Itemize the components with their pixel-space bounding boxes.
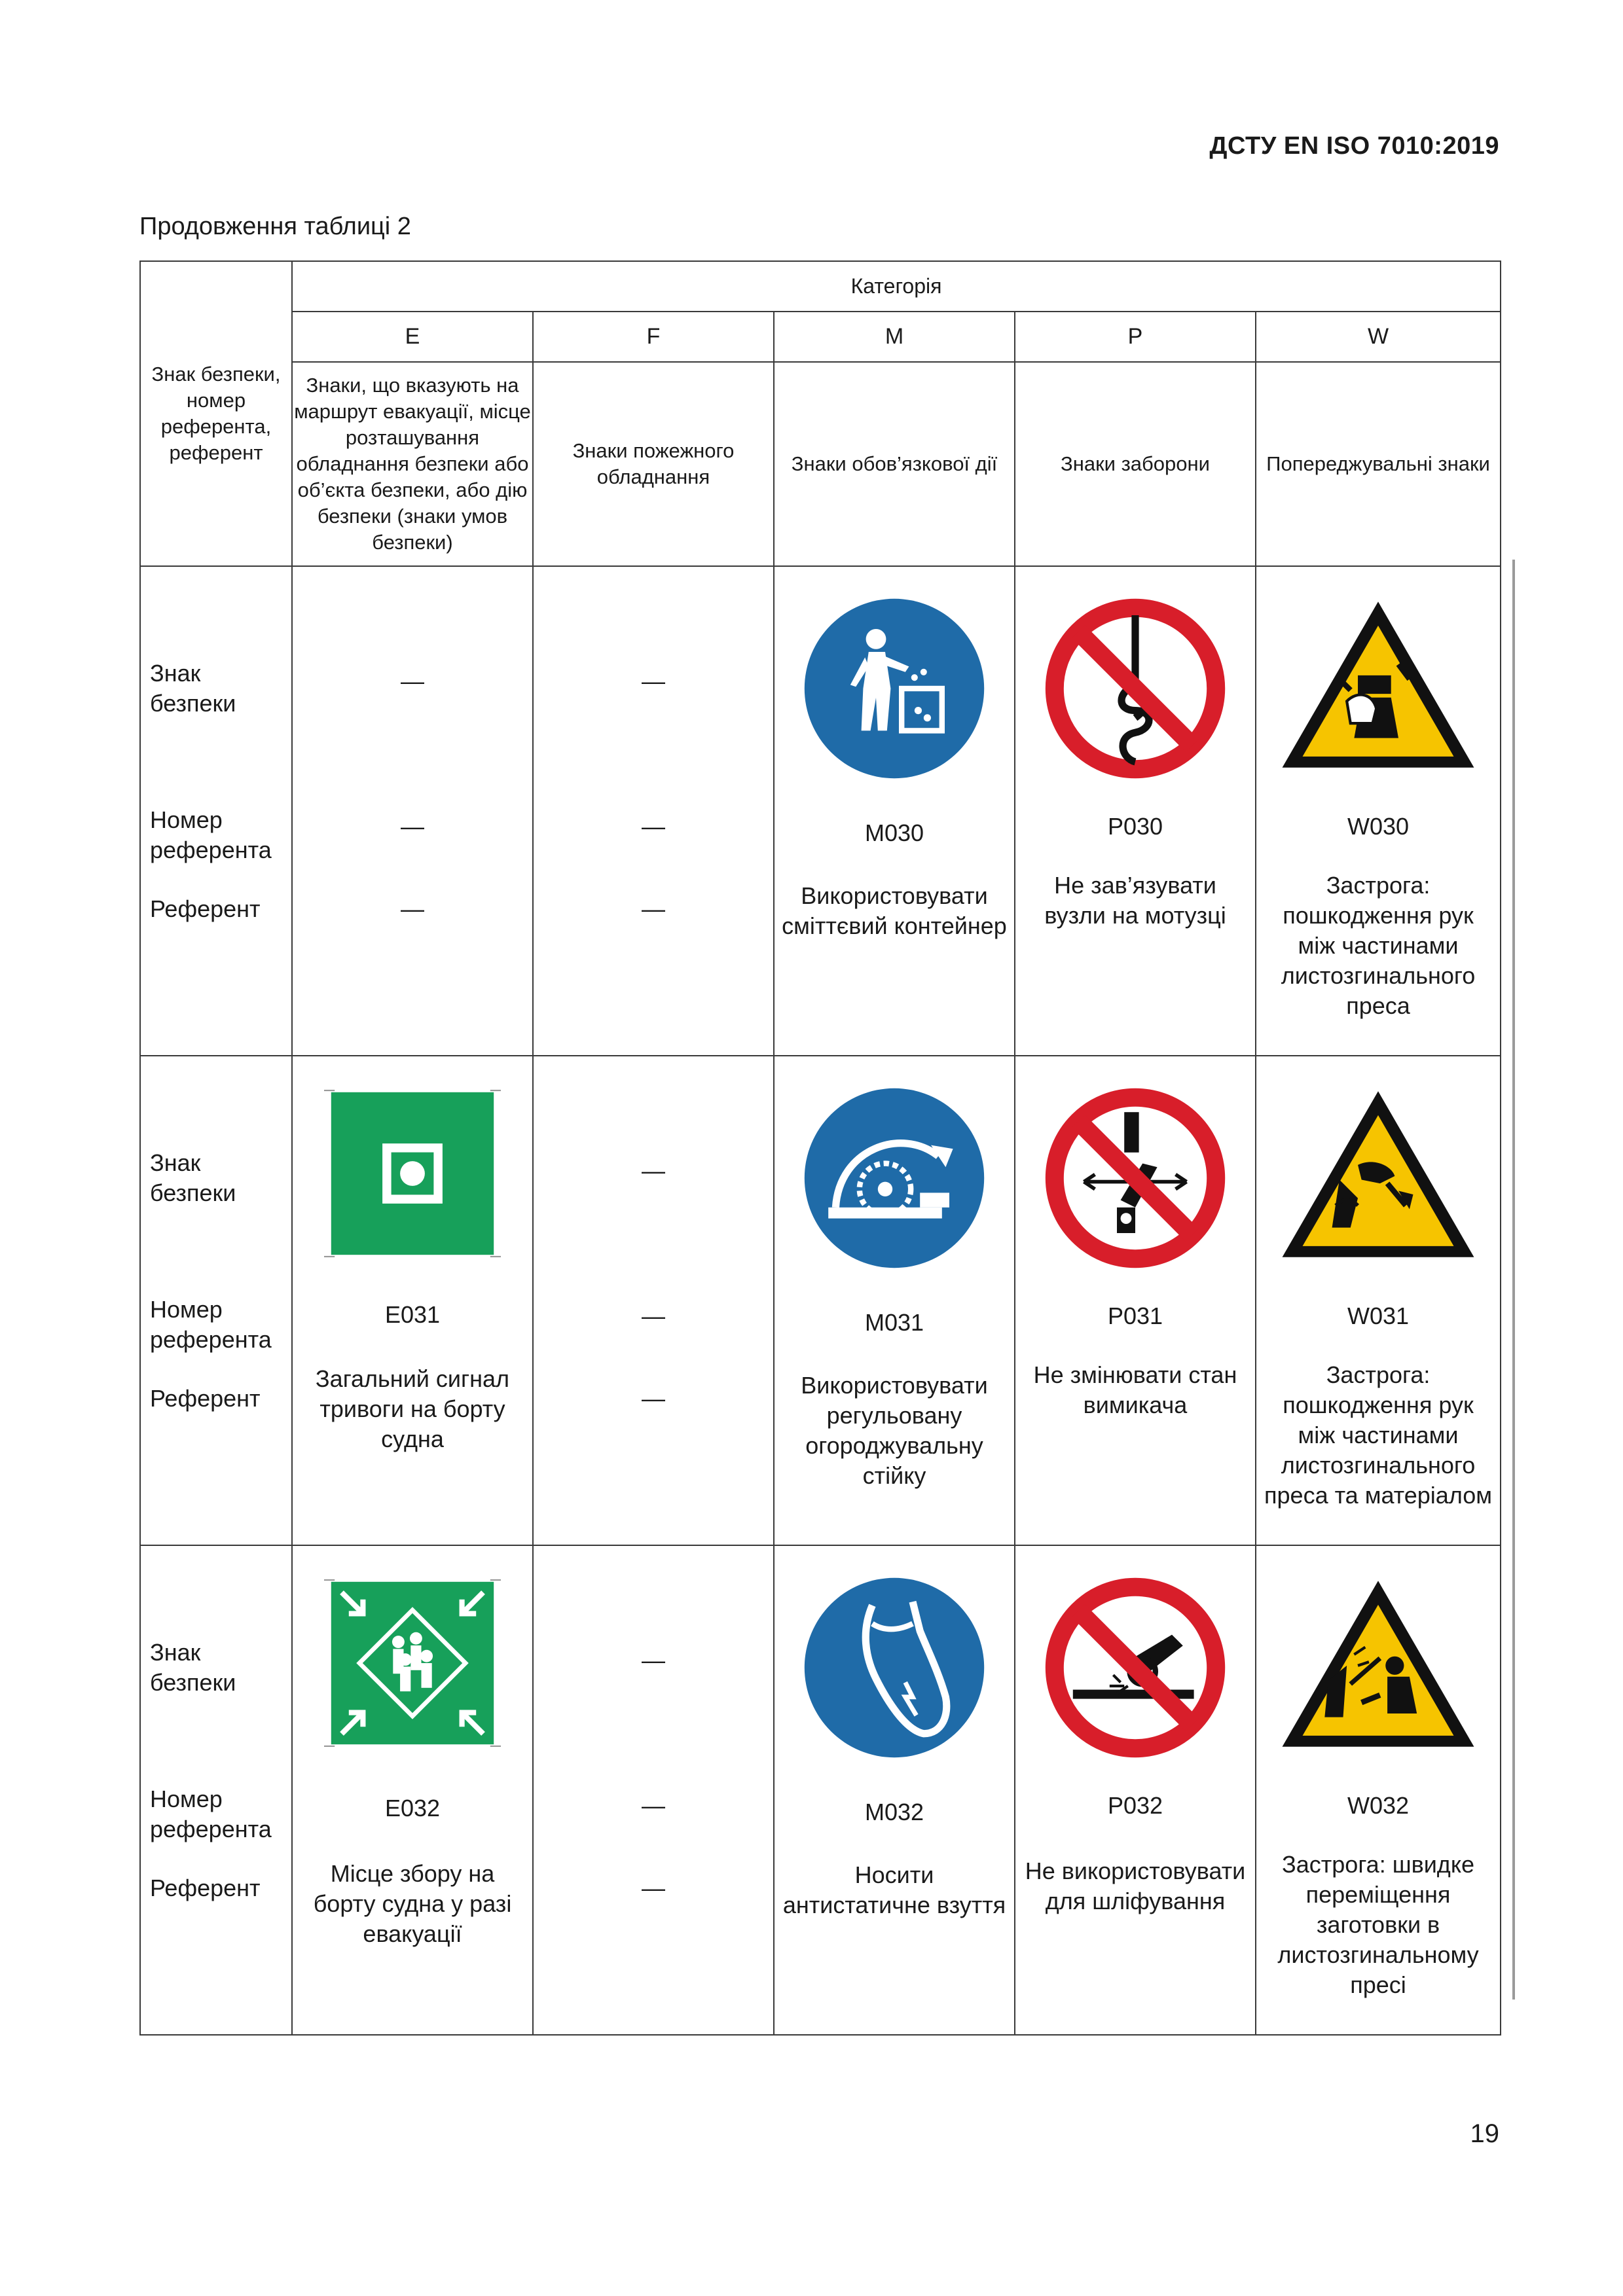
- category-code-m: M: [774, 312, 1015, 362]
- referent-title: Застрога: пошкодження рук між частинами листозгинального преса: [1281, 872, 1476, 1019]
- category-desc-m: Знаки обов’язкової дії: [774, 362, 1015, 566]
- category-desc-p: Знаки заборони: [1015, 362, 1256, 566]
- label-number: Номер референта: [150, 1785, 272, 1842]
- dash: —: [642, 1157, 665, 1184]
- category-header: Категорія: [292, 261, 1501, 312]
- referent-number: M032: [864, 1799, 924, 1825]
- dash: —: [401, 895, 424, 922]
- table-caption: Продовження таблиці 2: [139, 213, 411, 240]
- referent-title: Носити антистатичне взуття: [782, 1861, 1006, 1918]
- table-row: [140, 1056, 1501, 1545]
- label-sign: Знак безпеки: [150, 660, 236, 717]
- referent-title: Не використовувати для шліфування: [1025, 1857, 1246, 1914]
- revision-bar: [1512, 560, 1515, 2000]
- label-sign: Знак безпеки: [150, 1149, 236, 1206]
- label-number: Номер референта: [150, 806, 272, 863]
- warning-press-brake-material-icon: [1277, 1084, 1480, 1265]
- dash: —: [642, 895, 665, 922]
- page-number: 19: [1470, 2119, 1499, 2148]
- do-not-alter-switch-state-icon: [1044, 1086, 1227, 1270]
- row-labels: [140, 1545, 292, 2035]
- label-number: Номер референта: [150, 1296, 272, 1353]
- cell-w: [1256, 1056, 1501, 1545]
- general-alarm-on-ship-icon: [324, 1085, 501, 1262]
- referent-number: W030: [1347, 813, 1410, 840]
- mandatory-use-litter-bin-icon: [803, 597, 986, 780]
- cell-m: [774, 1056, 1015, 1545]
- referent-title: Застрога: швидке переміщення заготовки в листозгинальному пресі: [1277, 1851, 1479, 1998]
- warning-press-brake-hands-icon: [1277, 594, 1480, 775]
- dash: —: [642, 813, 665, 840]
- category-code-p: P: [1015, 312, 1256, 362]
- referent-number: W032: [1347, 1792, 1410, 1819]
- referent-title: Використовувати сміттєвий контейнер: [782, 882, 1007, 939]
- referent-number: P032: [1107, 1792, 1163, 1819]
- cell-w: [1256, 1545, 1501, 2035]
- cell-f: [533, 1545, 774, 2035]
- table-row: [140, 1545, 1501, 2035]
- referent-number: P031: [1107, 1302, 1163, 1329]
- dash: —: [642, 1385, 665, 1412]
- warning-rapid-workpiece-movement-icon: [1277, 1573, 1480, 1754]
- referent-title: Застрога: пошкодження рук між частинами листозгинального преса та матеріалом: [1264, 1361, 1493, 1509]
- referent-number: W031: [1347, 1302, 1410, 1329]
- no-knots-in-rope-icon: [1044, 597, 1227, 780]
- referent-title: Не зав’язувати вузли на мотузці: [1044, 872, 1226, 929]
- no-grinding-icon: [1044, 1576, 1227, 1759]
- safety-signs-table: [139, 260, 1501, 2036]
- row-labels: [140, 566, 292, 1056]
- cell-m: [774, 566, 1015, 1056]
- dash: —: [642, 668, 665, 694]
- label-sign: Знак безпеки: [150, 1639, 236, 1696]
- referent-number: E032: [384, 1795, 441, 1821]
- cell-m: [774, 1545, 1015, 2035]
- cell-f: [533, 1056, 774, 1545]
- standard-code: ДСТУ EN ISO 7010:2019: [1209, 132, 1499, 160]
- referent-title: Місце збору на борту судна у разі евакуації: [313, 1860, 512, 1947]
- dash: —: [401, 813, 424, 840]
- referent-title: Не змінювати стан вимикача: [1033, 1361, 1237, 1418]
- dash: —: [401, 668, 424, 694]
- label-referent: Референт: [150, 1385, 261, 1412]
- cell-p: [1015, 1545, 1256, 2035]
- first-column-header: Знак безпеки, номер референта, референт: [140, 261, 292, 566]
- table-row: [140, 566, 1501, 1056]
- cell-w: [1256, 566, 1501, 1056]
- label-referent: Референт: [150, 895, 261, 922]
- referent-number: M031: [864, 1309, 924, 1336]
- dash: —: [642, 1792, 665, 1819]
- category-desc-e: Знаки, що вказують на маршрут евакуації, місце розташування обладнання безпеки або об’єкта безпеки, або дію безпеки (знаки умов безпеки): [292, 362, 533, 566]
- row-labels: [140, 1056, 292, 1545]
- label-referent: Референт: [150, 1874, 261, 1901]
- category-code-e: E: [292, 312, 533, 362]
- category-code-w: W: [1256, 312, 1501, 362]
- cell-p: [1015, 566, 1256, 1056]
- dash: —: [642, 1647, 665, 1674]
- category-code-f: F: [533, 312, 774, 362]
- cell-f: [533, 566, 774, 1056]
- dash: —: [642, 1874, 665, 1901]
- referent-number: P030: [1107, 813, 1163, 840]
- cell-e: [292, 1545, 533, 2035]
- category-desc-f: Знаки пожежного обладнання: [533, 362, 774, 566]
- wear-antistatic-footwear-icon: [803, 1576, 986, 1759]
- referent-title: Використовувати регульовану огороджувальну стійку: [801, 1372, 988, 1489]
- cell-p: [1015, 1056, 1256, 1545]
- muster-station-icon: [324, 1575, 501, 1751]
- cell-e: [292, 1056, 533, 1545]
- category-desc-w: Попереджувальні знаки: [1256, 362, 1501, 566]
- dash: —: [642, 1302, 665, 1329]
- referent-title: Загальний сигнал тривоги на борту судна: [315, 1365, 510, 1452]
- use-adjustable-guard-icon: [803, 1086, 986, 1270]
- referent-number: M030: [864, 819, 924, 846]
- cell-e: [292, 566, 533, 1056]
- referent-number: E031: [384, 1301, 441, 1328]
